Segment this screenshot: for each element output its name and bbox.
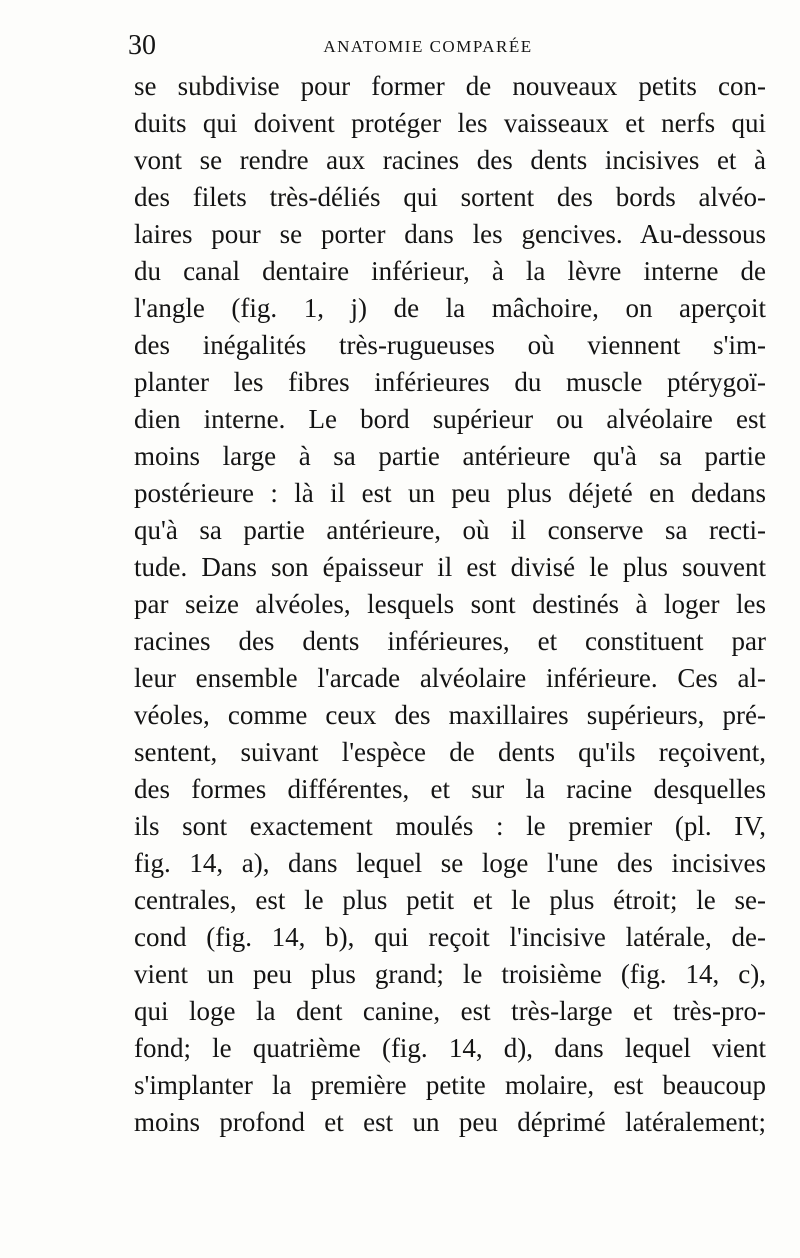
text-line: racines des dents inférieures, et constituent par	[134, 626, 766, 656]
text-line: moins large à sa partie antérieure qu'à sa partie	[134, 441, 766, 471]
text-line: se subdivise pour former de nouveaux petits con-	[134, 71, 766, 101]
text-line: vient un peu plus grand; le troisième (fig. 14, c),	[134, 959, 766, 989]
text-line: des formes différentes, et sur la racine desquelles	[134, 774, 766, 804]
page-number: 30	[128, 30, 156, 61]
text-line: centrales, est le plus petit et le plus étroit; le se-	[134, 885, 766, 915]
text-line: postérieure : là il est un peu plus déjeté en dedans	[134, 478, 766, 508]
text-line: planter les fibres inférieures du muscle ptérygoï-	[134, 367, 766, 397]
text-line: laires pour se porter dans les gencives. Au-dessous	[134, 219, 766, 249]
text-line: qu'à sa partie antérieure, où il conserve sa recti-	[134, 515, 766, 545]
text-line: s'implanter la première petite molaire, est beaucoup	[134, 1070, 766, 1100]
text-line: des inégalités très-rugueuses où viennent s'im-	[134, 330, 766, 360]
text-line: véoles, comme ceux des maxillaires supérieurs, pré-	[134, 700, 766, 730]
text-line: fig. 14, a), dans lequel se loge l'une des incisives	[134, 848, 766, 878]
text-line: dien interne. Le bord supérieur ou alvéolaire est	[134, 404, 766, 434]
text-line: leur ensemble l'arcade alvéolaire inférieure. Ces al-	[134, 663, 766, 693]
text-line: moins profond et est un peu déprimé latéralement;	[134, 1107, 766, 1137]
running-head: ANATOMIE COMPARÉE	[323, 37, 533, 56]
text-line: qui loge la dent canine, est très-large et très-pro-	[134, 996, 766, 1026]
body-text	[134, 68, 766, 1141]
text-line: cond (fig. 14, b), qui reçoit l'incisive latérale, de-	[134, 922, 766, 952]
text-line: fond; le quatrième (fig. 14, d), dans lequel vient	[134, 1033, 766, 1063]
text-line: ils sont exactement moulés : le premier (pl. IV,	[134, 811, 766, 841]
text-line: des filets très-déliés qui sortent des bords alvéo-	[134, 182, 766, 212]
text-line: l'angle (fig. 1, j) de la mâchoire, on aperçoit	[134, 293, 766, 323]
text-line: par seize alvéoles, lesquels sont destinés à loger les	[134, 589, 766, 619]
text-line: du canal dentaire inférieur, à la lèvre interne de	[134, 256, 766, 286]
text-line: vont se rendre aux racines des dents incisives et à	[134, 145, 766, 175]
page-header	[128, 30, 728, 62]
text-line: duits qui doivent protéger les vaisseaux et nerfs qui	[134, 108, 766, 138]
text-line: tude. Dans son épaisseur il est divisé le plus souvent	[134, 552, 766, 582]
text-line: sentent, suivant l'espèce de dents qu'ils reçoivent,	[134, 737, 766, 767]
